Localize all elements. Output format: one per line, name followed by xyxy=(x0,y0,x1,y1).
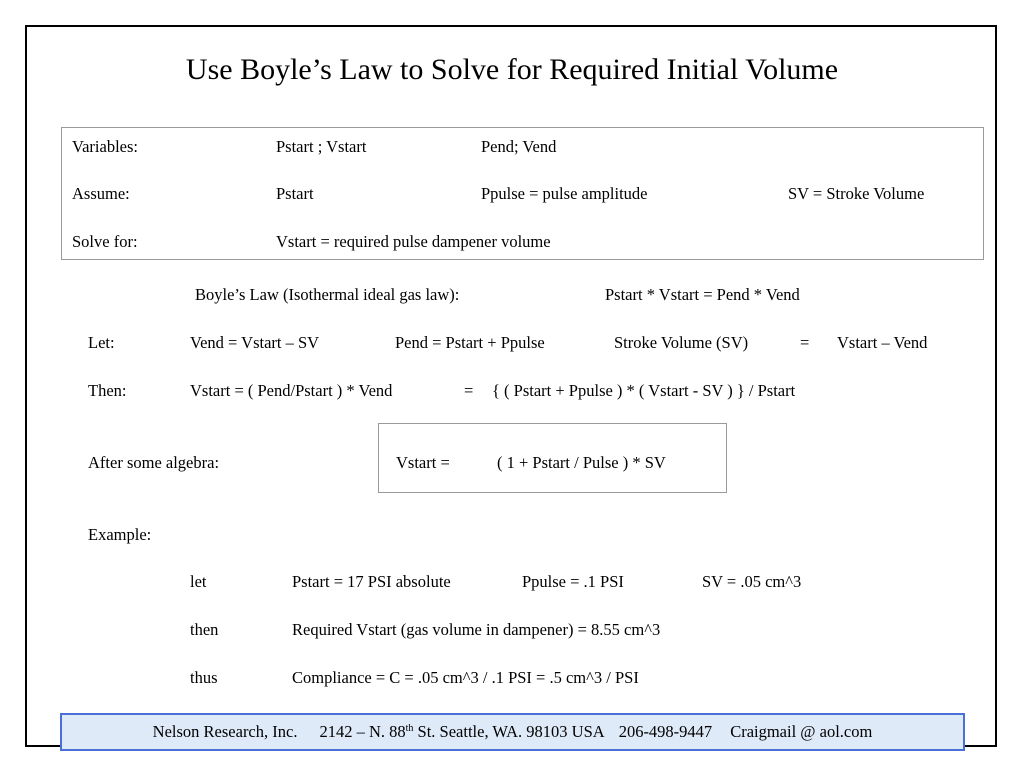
boyle-equation: Pstart * Vstart = Pend * Vend xyxy=(605,285,800,304)
footer-text xyxy=(62,715,963,749)
let-label: Let: xyxy=(88,333,115,352)
let-sv-value: Vstart – Vend xyxy=(837,333,928,352)
result-rhs: ( 1 + Pstart / Pulse ) * SV xyxy=(497,453,666,472)
solve-label: Solve for: xyxy=(72,232,138,251)
footer-contact-box xyxy=(60,713,965,751)
slide-title: Use Boyle’s Law to Solve for Required Initial Volume xyxy=(185,53,839,86)
footer-company: Nelson Research, Inc. xyxy=(152,722,298,741)
variables-start: Pstart ; Vstart xyxy=(276,137,367,156)
let-sv-equals: = xyxy=(800,333,810,352)
assume-pstart: Pstart xyxy=(276,184,314,203)
variables-label: Variables: xyxy=(72,137,138,156)
example-let-sv: SV = .05 cm^3 xyxy=(702,572,802,591)
footer-address: 2142 – N. 88th St. Seattle, WA. 98103 USA xyxy=(319,722,605,741)
example-then-value: Required Vstart (gas volume in dampener) = 8.55 cm^3 xyxy=(292,620,661,639)
then-equation: Vstart = ( Pend/Pstart ) * Vend xyxy=(190,381,393,400)
assume-label: Assume: xyxy=(72,184,130,203)
result-lhs: Vstart = xyxy=(396,453,450,472)
assume-ppulse: Ppulse = pulse amplitude xyxy=(481,184,648,203)
let-vend: Vend = Vstart – SV xyxy=(190,333,320,352)
footer-email: Craigmail @ aol.com xyxy=(730,722,873,741)
example-thus-value: Compliance = C = .05 cm^3 / .1 PSI = .5 cm^3 / PSI xyxy=(292,668,639,687)
variables-end: Pend; Vend xyxy=(481,137,557,156)
assume-sv: SV = Stroke Volume xyxy=(788,184,925,203)
example-let-pstart: Pstart = 17 PSI absolute xyxy=(292,572,451,591)
let-sv-label: Stroke Volume (SV) xyxy=(614,333,749,352)
boyle-label: Boyle’s Law (Isothermal ideal gas law): xyxy=(195,285,460,304)
then-expansion: { ( Pstart + Ppulse ) * ( Vstart - SV ) } / Pstart xyxy=(492,381,796,400)
then-equals: = xyxy=(464,381,474,400)
solve-value: Vstart = required pulse dampener volume xyxy=(276,232,551,251)
example-label: Example: xyxy=(88,525,152,544)
example-let-ppulse: Ppulse = .1 PSI xyxy=(522,572,624,591)
example-let-key: let xyxy=(190,572,207,591)
let-pend: Pend = Pstart + Ppulse xyxy=(395,333,545,352)
algebra-label: After some algebra: xyxy=(88,453,220,472)
example-thus-key: thus xyxy=(190,668,218,687)
footer-phone: 206-498-9447 xyxy=(618,722,713,741)
then-label: Then: xyxy=(88,381,127,400)
example-then-key: then xyxy=(190,620,219,639)
